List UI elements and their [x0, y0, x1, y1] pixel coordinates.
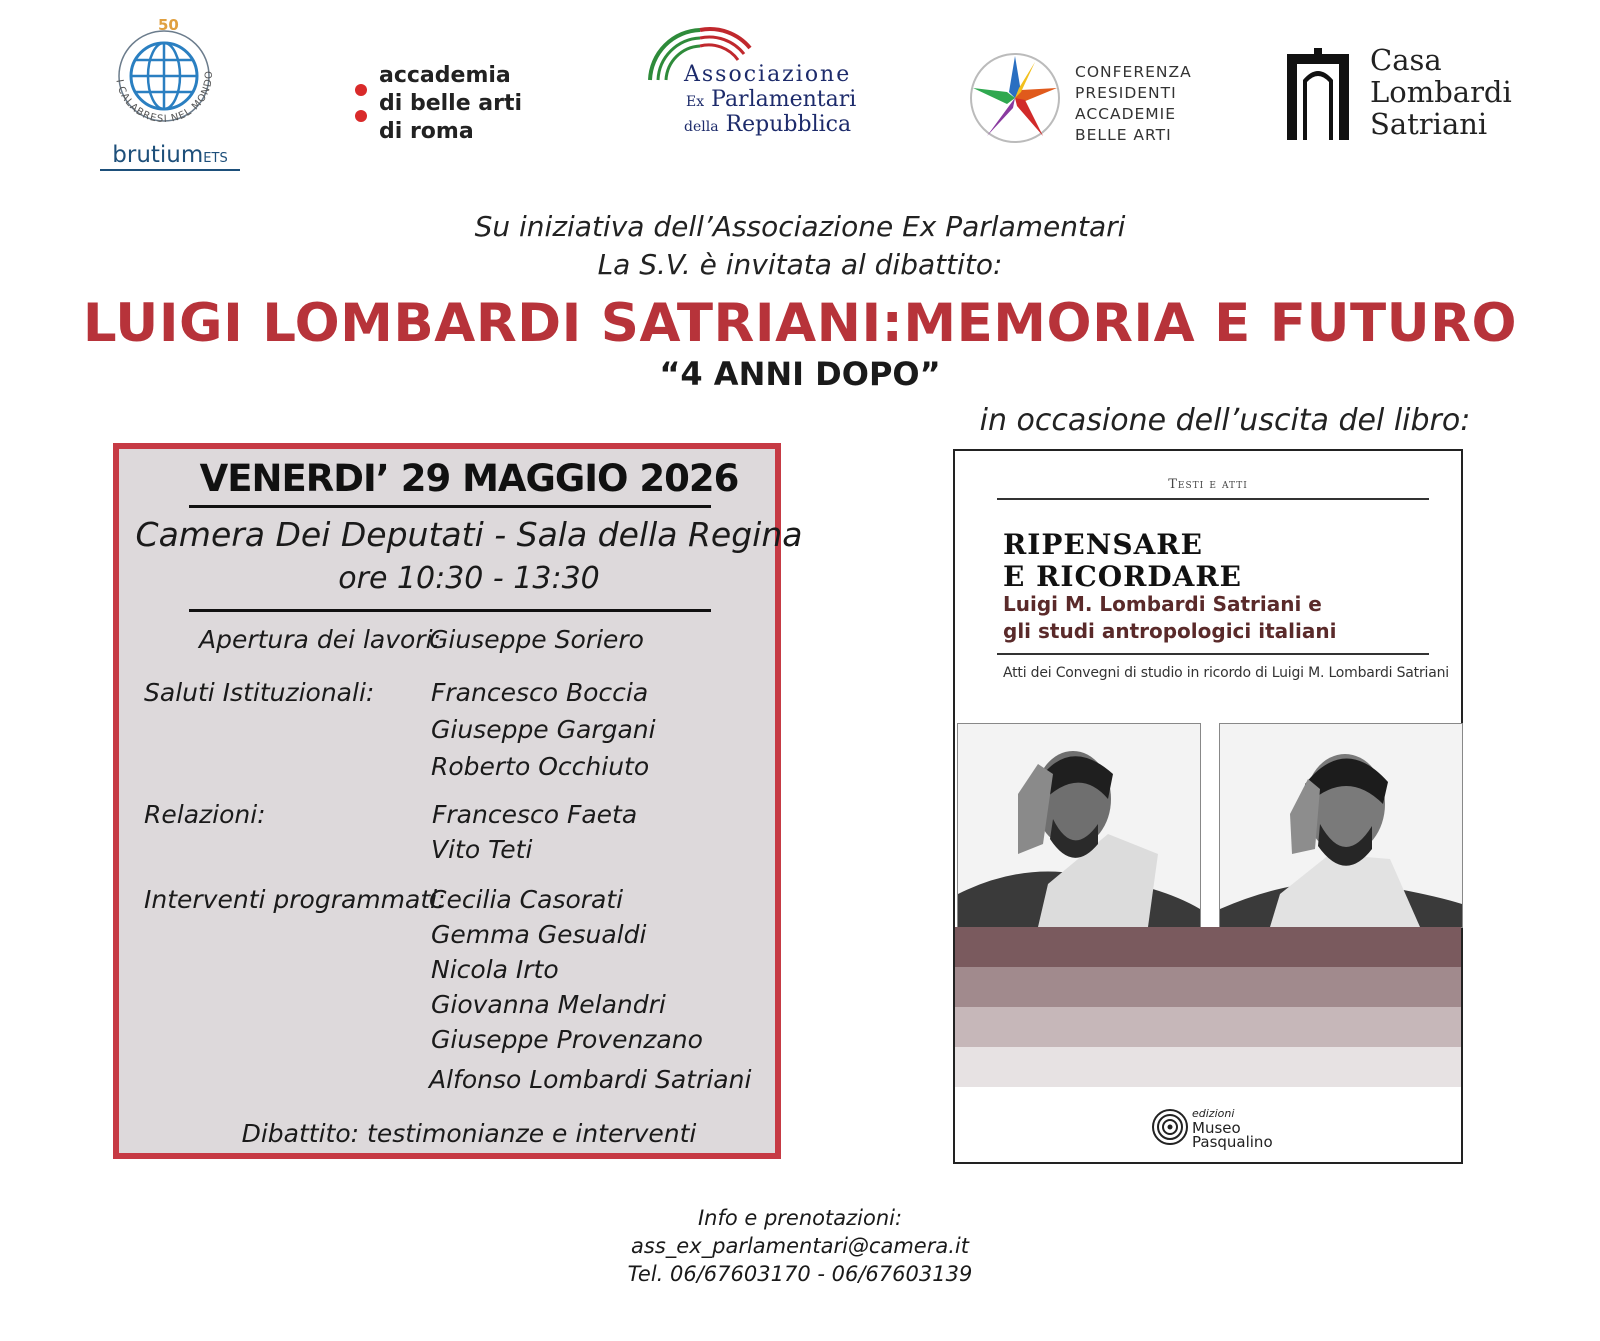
saluti-name: Roberto Occhiuto	[431, 752, 650, 781]
event-subtitle: “4 ANNI DOPO”	[659, 355, 941, 393]
event-date: VENERDI’ 29 MAGGIO 2026	[199, 457, 739, 500]
relazioni-name: Francesco Faeta	[432, 800, 638, 829]
relazioni-label: Relazioni:	[144, 800, 266, 829]
divider	[997, 498, 1429, 500]
interventi-name: Giovanna Melandri	[431, 990, 666, 1019]
publisher-logo	[1150, 1103, 1350, 1153]
logo-conferenza	[965, 48, 1195, 158]
interventi-label: Interventi programmati:	[144, 885, 446, 914]
footer-info-label: Info e prenotazioni:	[697, 1206, 903, 1230]
footer-phones: Tel. 06/67603170 - 06/67603139	[627, 1262, 973, 1286]
book-atti: Atti dei Convegni di studio in ricordo di Luigi M. Lombardi Satriani	[1003, 665, 1449, 681]
svg-text:I CALABRESI NEL MONDO: I CALABRESI NEL MONDO	[113, 69, 216, 126]
debate-line: Dibattito: testimonianze e interventi	[241, 1119, 697, 1148]
book-cover	[953, 449, 1463, 1164]
interventi-name: Alfonso Lombardi Satriani	[429, 1065, 752, 1094]
brutium-anniversary: 50	[158, 16, 179, 34]
spiral-icon	[1150, 1107, 1190, 1147]
accademia-text: accademia di belle arti di roma	[379, 63, 523, 144]
author-photo-right	[1219, 723, 1463, 928]
saluti-name: Francesco Boccia	[431, 678, 649, 707]
saluti-name: Giuseppe Gargani	[431, 715, 656, 744]
intro-line-2: La S.V. è invitata al dibattito:	[597, 248, 1003, 281]
logo-associazione	[640, 18, 870, 148]
book-series: Testi e atti	[1168, 477, 1248, 492]
event-time: ore 10:30 - 13:30	[338, 561, 600, 596]
interventi-name: Giuseppe Provenzano	[431, 1025, 703, 1054]
event-title: LUIGI LOMBARDI SATRIANI:MEMORIA E FUTURO	[82, 293, 1518, 354]
color-band-4	[955, 1047, 1461, 1087]
casa-text: Casa Lombardi Satriani	[1370, 43, 1512, 141]
interventi-name: Nicola Irto	[431, 955, 559, 984]
logo-accademia	[355, 62, 545, 152]
author-photo-left	[957, 723, 1201, 928]
book-title: RIPENSARE E RICORDARE	[1003, 528, 1243, 593]
event-details-box	[113, 443, 803, 1159]
interventi-name: Gemma Gesualdi	[431, 920, 647, 949]
apertura-name: Giuseppe Soriero	[429, 625, 644, 654]
conferenza-text: CONFERENZA PRESIDENTI ACCADEMIE BELLE ARTI	[1075, 63, 1192, 144]
brutium-name: brutiumETS	[100, 142, 240, 171]
accademia-dots	[355, 84, 369, 136]
star-flower-icon	[965, 48, 1065, 148]
intro-line-1: Su iniziativa dell’Associazione Ex Parlamentari	[474, 210, 1126, 243]
brutium-suffix: ETS	[203, 151, 228, 166]
publisher-text: edizioni Museo Pasqualino	[1192, 1107, 1273, 1151]
color-band-2	[955, 967, 1461, 1007]
logo-casa	[1285, 44, 1525, 144]
event-venue: Camera Dei Deputati - Sala della Regina	[135, 515, 803, 554]
footer-email[interactable]: ass_ex_parlamentari@camera.it	[631, 1234, 969, 1258]
interventi-name: Cecilia Casorati	[429, 885, 624, 914]
saluti-label: Saluti Istituzionali:	[144, 678, 375, 707]
divider	[997, 653, 1429, 655]
color-band-3	[955, 1007, 1461, 1047]
associazione-text: Associazione Ex Parlamentari della Repubblica	[684, 62, 857, 137]
relazioni-name: Vito Teti	[431, 835, 533, 864]
divider	[189, 609, 711, 612]
divider	[189, 505, 711, 508]
apertura-label: Apertura dei lavori:	[199, 625, 441, 654]
logo-brutium	[100, 14, 250, 174]
book-subtitle: Luigi M. Lombardi Satriani e gli studi antropologici italiani	[1003, 592, 1337, 643]
doorway-icon	[1285, 48, 1351, 142]
color-band-1	[955, 927, 1461, 967]
book-intro: in occasione dell’uscita del libro:	[979, 403, 1471, 438]
